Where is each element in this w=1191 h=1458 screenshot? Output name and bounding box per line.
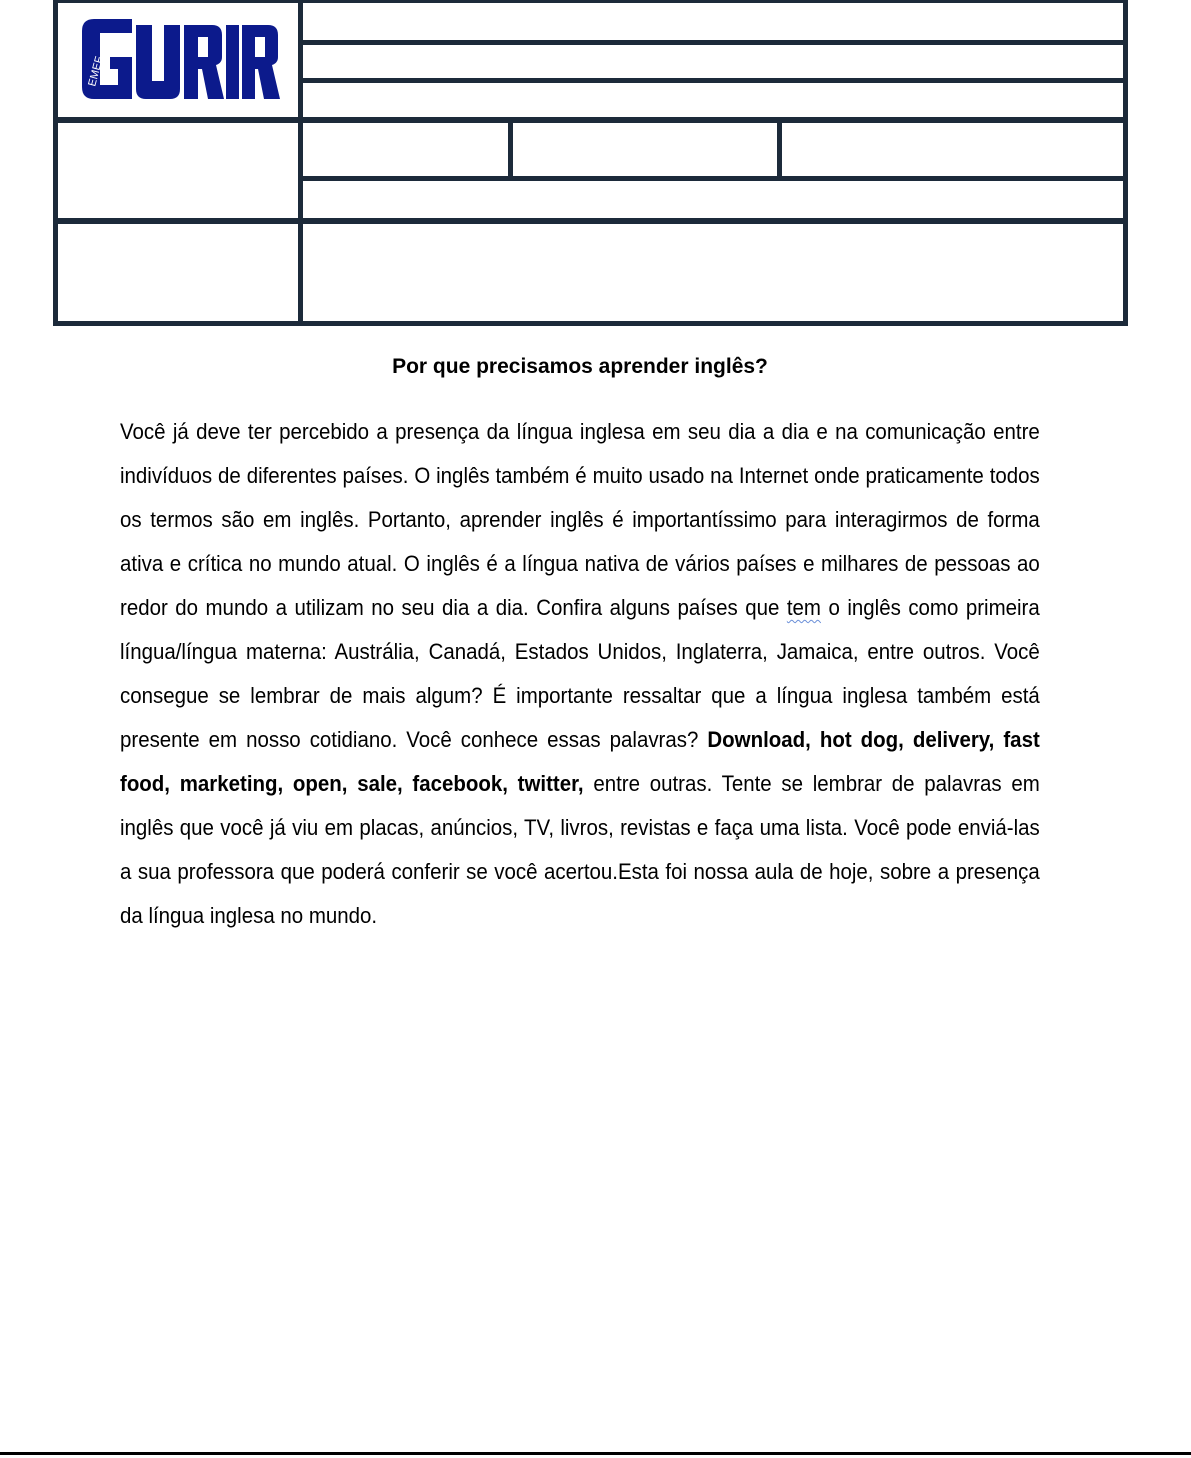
logo-name-text [76,105,77,106]
body-text-part-2: o inglês como primeira língua/língua materna: Austrália, Canadá, Estados Unidos, Inglaterra, Jamaica, entre outros. Você consegue se lembrar de mais algum? É importante ressaltar que a língua inglesa também está presente em nosso cotidiano. Você conhece essas palavras? [120,595,1040,752]
form-field-cell[interactable] [303,224,1128,324]
document-title: Por que precisamos aprender inglês? [392,355,768,378]
form-field-cell[interactable] [303,123,508,176]
form-field-cell[interactable] [782,123,1128,176]
form-field-cell[interactable] [513,123,777,176]
body-paragraph [120,410,1040,938]
form-field-cell[interactable] [58,224,298,324]
form-field-cell[interactable] [303,83,1128,117]
form-field-cell[interactable] [303,181,1128,218]
header-form-table [53,0,1128,326]
body-text-part-1: Você já deve ter percebido a presença da língua inglesa em seu dia a dia e na comunicação entre indivíduos de diferentes países. O inglês também é muito usado na Internet onde praticamente todos os termos são em inglês. Portanto, aprender inglês é importantíssimo para interagirmos de forma ativa e crítica no mundo atual. O inglês é a língua nativa de vários países e milhares de pessoas ao redor do mundo a utilizam no seu dia a dia. Confira alguns países que [120,419,1040,620]
form-field-cell[interactable] [58,123,298,218]
page-bottom-rule [0,1452,1191,1455]
spellcheck-flagged-word[interactable]: tem [786,595,821,620]
school-logo [76,13,286,105]
form-field-cell[interactable] [303,3,1128,40]
english-words-list: Download, hot dog, delivery, fast food, marketing, open, sale, facebook, twitter, [120,727,1040,796]
logo-emef-text: EMEF [86,55,106,88]
body-text-part-3: entre outras. Tente se lembrar de palavras em inglês que você já viu em placas, anúncios, TV, livros, revistas e faça uma lista. Você pode enviá-las a sua professora que poderá conferir se você acertou.Esta foi nossa aula de hoje, sobre a presença da língua inglesa no mundo. [120,771,1040,928]
form-field-cell[interactable] [303,45,1128,78]
